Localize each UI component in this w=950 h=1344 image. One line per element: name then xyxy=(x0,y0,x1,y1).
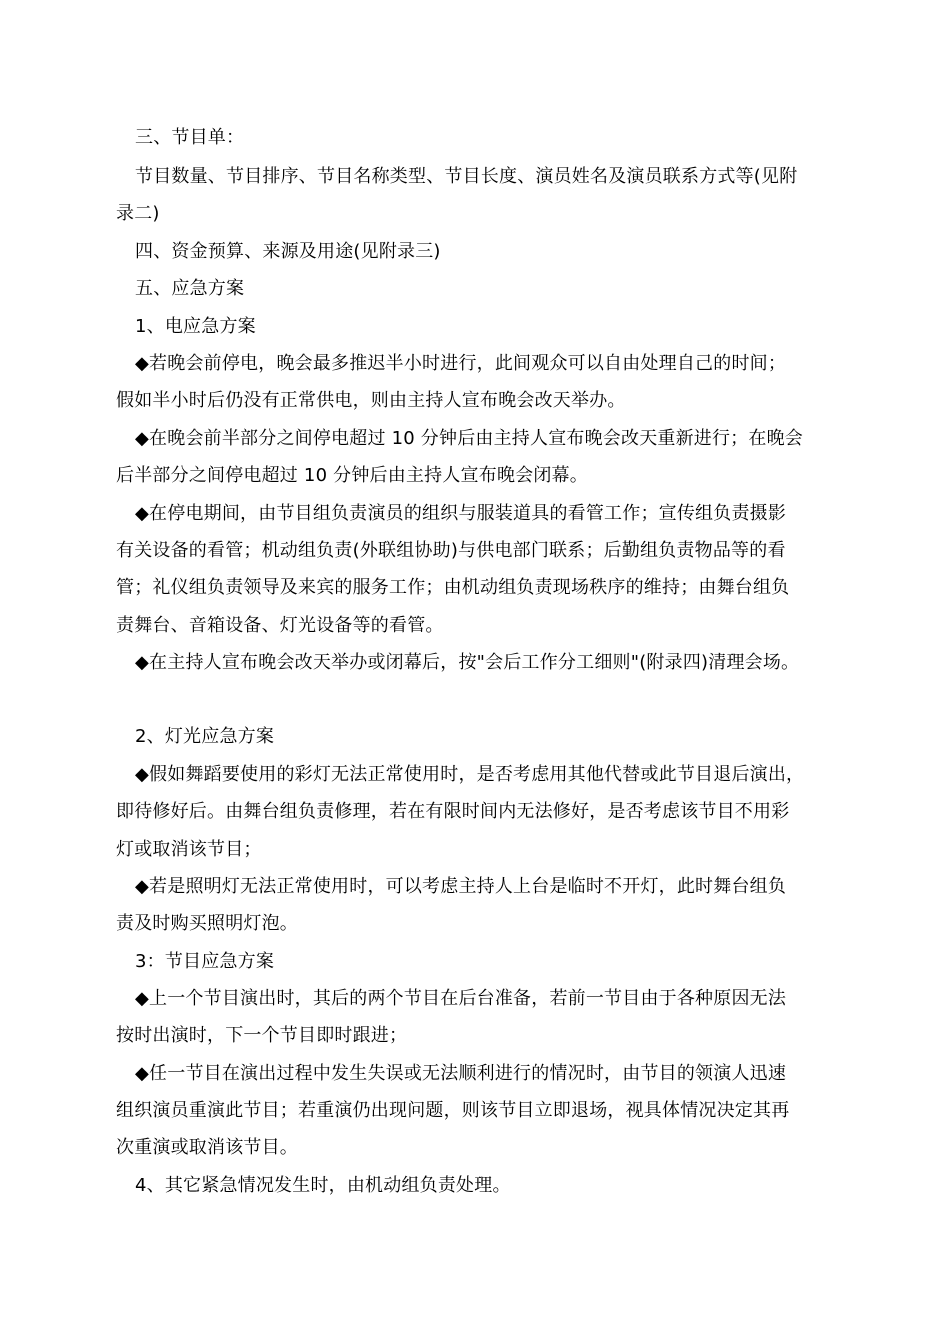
bullet-line: ◆任一节目在演出过程中发生失误或无法顺利进行的情况时，由节目的领演人迅速 xyxy=(135,1063,787,1084)
paragraph-line: 即待修好后。由舞台组负责修理，若在有限时间内无法修好，是否考虑该节目不用彩 xyxy=(116,801,790,822)
subsection-heading-other: 4、其它紧急情况发生时，由机动组负责处理。 xyxy=(135,1175,511,1196)
bullet-line: ◆上一个节目演出时，其后的两个节目在后台准备，若前一节目由于各种原因无法 xyxy=(135,988,787,1009)
paragraph-line: 责及时购买照明灯泡。 xyxy=(116,913,298,934)
paragraph-line: 管；礼仪组负责领导及来宾的服务工作；由机动组负责现场秩序的维持；由舞台组负 xyxy=(116,577,790,598)
paragraph-line: 录二) xyxy=(116,203,160,224)
paragraph-line: 有关设备的看管；机动组负责(外联组协助)与供电部门联系；后勤组负责物品等的看 xyxy=(116,540,786,561)
section-heading-emergency-plan: 五、应急方案 xyxy=(135,278,245,299)
bullet-line: ◆在晚会前半部分之间停电超过 10 分钟后由主持人宣布晚会改天重新进行；在晚会 xyxy=(135,428,803,449)
paragraph-line: 节目数量、节目排序、节目名称类型、节目长度、演员姓名及演员联系方式等(见附 xyxy=(135,166,798,187)
paragraph-line: 次重演或取消该节目。 xyxy=(116,1137,298,1158)
subsection-heading-lighting: 2、灯光应急方案 xyxy=(135,726,275,747)
paragraph-line: 假如半小时后仍没有正常供电，则由主持人宣布晚会改天举办。 xyxy=(116,390,626,411)
bullet-line: ◆在主持人宣布晚会改天举办或闭幕后，按"会后工作分工细则"(附录四)清理会场。 xyxy=(135,652,800,673)
paragraph-line: 后半部分之间停电超过 10 分钟后由主持人宣布晚会闭幕。 xyxy=(116,465,588,486)
subsection-heading-power: 1、电应急方案 xyxy=(135,316,256,337)
bullet-line: ◆若是照明灯无法正常使用时，可以考虑主持人上台是临时不开灯，此时舞台组负 xyxy=(135,876,787,897)
paragraph-line: 组织演员重演此节目；若重演仍出现问题，则该节目立即退场，视具体情况决定其再 xyxy=(116,1100,790,1121)
paragraph-line: 灯或取消该节目； xyxy=(116,839,262,860)
paragraph-line: 按时出演时，下一个节目即时跟进； xyxy=(116,1025,408,1046)
subsection-heading-program: 3：节目应急方案 xyxy=(135,951,275,972)
bullet-line: ◆假如舞蹈要使用的彩灯无法正常使用时，是否考虑用其他代替或此节目退后演出， xyxy=(135,764,805,785)
paragraph-line: 责舞台、音箱设备、灯光设备等的看管。 xyxy=(116,615,444,636)
bullet-line: ◆若晚会前停电，晚会最多推迟半小时进行，此间观众可以自由处理自己的时间； xyxy=(135,353,787,374)
section-heading-budget: 四、资金预算、来源及用途(见附录三) xyxy=(135,241,441,262)
section-heading-program-list: 三、节目单： xyxy=(135,127,245,148)
bullet-line: ◆在停电期间，由节目组负责演员的组织与服装道具的看管工作；宣传组负责摄影 xyxy=(135,503,787,524)
